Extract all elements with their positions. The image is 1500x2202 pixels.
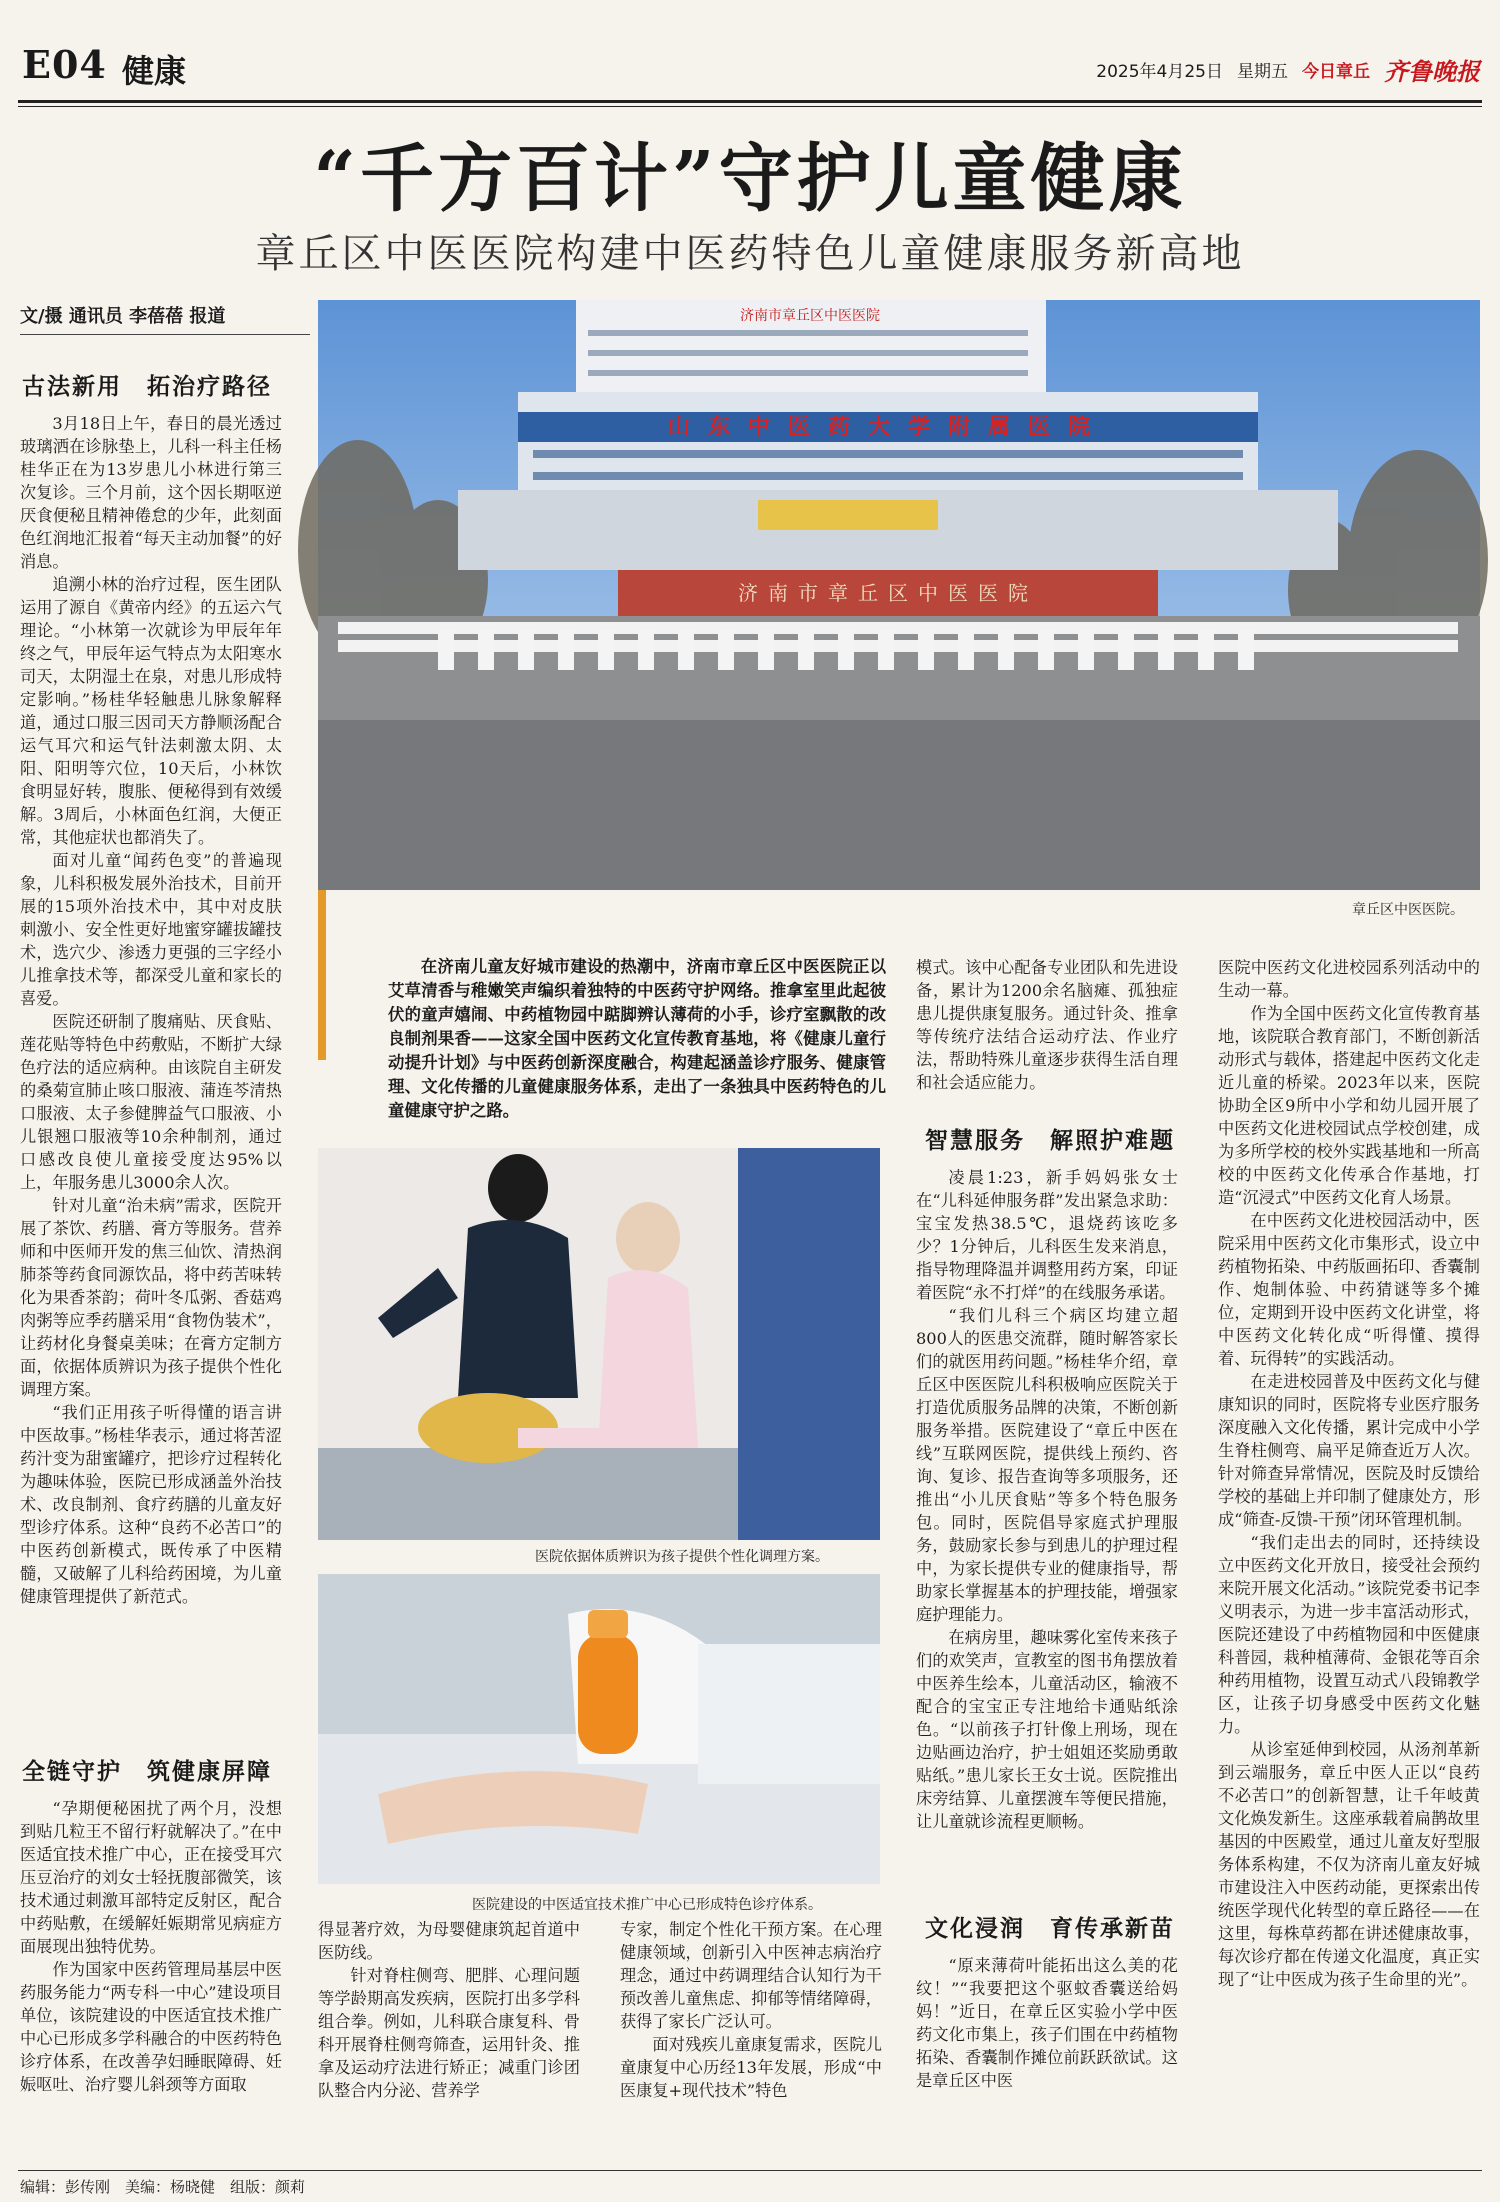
- newspaper-logo: 齐鲁晚报: [1384, 57, 1480, 86]
- paragraph: 得显著疗效，为母婴健康筑起首道中医防线。: [318, 1920, 580, 1962]
- header-rule: [18, 100, 1482, 103]
- accent-bar: [318, 890, 326, 1060]
- section-heading-3: 智慧服务 解照护难题: [925, 1127, 1175, 1154]
- paragraph: 针对脊柱侧弯、肥胖、心理问题等学龄期高发疾病，医院打出多学科组合拳。例如，儿科联合康复科、骨科开展脊柱侧弯筛查，运用针灸、推拿及运动疗法进行矫正；减重门诊团队整合内分泌、营养学: [318, 1966, 580, 2100]
- article-column-4a: [916, 956, 1178, 1092]
- paragraph: 医院还研制了腹痛贴、厌食贴、莲花贴等特色中药敷贴，不断扩大绿色疗法的适应病种。由该院自主研发的桑菊宣肺止咳口服液、蒲连芩清热口服液、太子参健脾益气口服液、小儿银翘口服液等10余种制剂，通过口感改良使儿童接受度达95%以上，年服务患儿3000余人次。: [20, 1012, 282, 1192]
- article-column-1b: [20, 1797, 282, 2167]
- paragraph: 针对儿童“治未病”需求，医院开展了茶饮、药膳、膏方等服务。营养师和中医师开发的焦三仙饮、清热润肺茶等药食同源饮品，将中药苦味转化为果香茶韵；荷叶冬瓜粥、香菇鸡肉粥等应季药膳采用“食物伪装术”，让药材化身餐桌美味；在膏方定制方面，依据体质辨识为孩子提供个性化调理方案。: [20, 1196, 282, 1399]
- section-heading-2: 全链守护 筑健康屏障: [22, 1758, 272, 1785]
- sign-wall: 济南市章丘区中医医院: [738, 581, 1038, 605]
- article-column-1: [20, 412, 282, 1772]
- section-heading-4: 文化浸润 育传承新苗: [925, 1915, 1175, 1942]
- article-column-3: [620, 1918, 882, 2166]
- paragraph: 在走进校园普及中医药文化与健康知识的同时，医院将专业医疗服务深度融入文化传播，累计完成中小学生脊柱侧弯、扁平足筛查近万人次。针对筛查异常情况，医院及时反馈给学校的基础上并印制了健康处方，形成“筛查-反馈-干预”闭环管理机制。: [1218, 1372, 1480, 1529]
- paragraph: “我们正用孩子听得懂的语言讲中医故事。”杨桂华表示，通过将苦涩药汁变为甜蜜罐疗，把诊疗过程转化为趣味体验，医院已形成涵盖外治技术、改良制剂、食疗药膳的儿童友好型诊疗体系。这种“良药不必苦口”的中医药创新模式，既传承了中医精髓，又破解了儿科给药困境，为儿童健康管理提供了新范式。: [20, 1403, 282, 1606]
- article-column-4b: [916, 1954, 1178, 2166]
- paragraph: “我们儿科三个病区均建立超800人的医患交流群，随时解答家长们的就医用药问题。”杨桂华介绍，章丘区中医医院儿科积极响应医院关于打造优质服务品牌的决策，不断创新服务举措。医院建设了“章丘中医在线”互联网医院，提供线上预约、咨询、复诊、报告查询等多项服务，还推出“小儿厌食贴”等多个特色服务包。同时，医院倡导家庭式护理服务，鼓励家长参与到患儿的护理过程中，为家长提供专业的健康指导，帮助家长掌握基本的护理技能，增强家庭护理能力。: [916, 1306, 1178, 1624]
- article-column-2: [318, 1918, 580, 2166]
- paragraph: 追溯小林的治疗过程，医生团队运用了源自《黄帝内经》的五运六气理论。“小林第一次就诊为甲辰年年终之气，甲辰年运气特点为太阳寒水司天，太阴湿土在泉，对患儿形成特定影响。”杨桂华轻触患儿脉象解释道，通过口服三因司天方静顺汤配合运气耳穴和运气针法刺激太阴、太阳、阳明等穴位，10天后，小林饮食明显好转，腹胀、便秘得到有效缓解。3周后，小林面色红润，大便正常，其他症状也都消失了。: [20, 575, 282, 847]
- paragraph: “原来薄荷叶能拓出这么美的花纹！”“我要把这个驱蚊香囊送给妈妈！”近日，在章丘区实验小学中医药文化市集上，孩子们围在中药植物拓染、香囊制作摊位前跃跃欲试。这是章丘区中医: [916, 1956, 1178, 2090]
- paragraph: 作为全国中医药文化宣传教育基地，该院联合教育部门，不断创新活动形式与载体，搭建起中医药文化走近儿童的桥梁。2023年以来，医院协助全区9所中小学和幼儿园开展了中医药文化进校园试点学校创建，成为多所学校的校外实践基地和一所高校的中医药文化传承合作基地，打造“沉浸式”中医药文化育人场景。: [1218, 1004, 1480, 1207]
- paragraph: 医院中医药文化进校园系列活动中的生动一幕。: [1218, 958, 1480, 1000]
- photo3-caption: 医院建设的中医适宜技术推广中心已形成特色诊疗体系。: [472, 1897, 822, 1913]
- issue-date: 2025年4月25日: [1096, 62, 1223, 82]
- paragraph: 模式。该中心配备专业团队和先进设备，累计为1200余名脑瘫、孤独症患儿提供康复服务。通过针灸、推拿等传统疗法结合运动疗法、作业疗法，帮助特殊儿童逐步获得生活自理和社会适应能力。: [916, 958, 1178, 1092]
- headline: “千方百计”守护儿童健康: [313, 136, 1187, 222]
- cupping-therapy-image: [318, 1574, 880, 1884]
- photo-caption: 章丘区中医医院。: [1352, 902, 1464, 918]
- subheadline: 章丘区中医医院构建中医药特色儿童健康服务新高地: [255, 231, 1245, 277]
- edition-name: 今日章丘: [1302, 62, 1370, 82]
- paragraph: “孕期便秘困扰了两个月，没想到贴几粒王不留行籽就解决了。”在中医适宜技术推广中心，正在接受耳穴压豆治疗的刘女士轻抚腹部微笑，该技术通过刺激耳部特定反射区，配合中药贴敷，在缓解妊娠期常见病症方面展现出独特优势。: [20, 1799, 282, 1956]
- paragraph: 面对残疾儿童康复需求，医院儿童康复中心历经13年发展，形成“中医康复+现代技术”特色: [620, 2035, 882, 2100]
- child-foot-bath-image: [318, 1148, 880, 1540]
- article-intro: [388, 955, 886, 1123]
- hospital-building-image: [318, 300, 1480, 890]
- paragraph: 在中医药文化进校园活动中，医院采用中医药文化市集形式，设立中药植物拓染、中药版画拓印、香囊制作、炮制体验、中药猜谜等多个摊位，定期到开设中医药文化讲堂，将中医药文化转化成“听得懂、摸得着、玩得转”的实践活动。: [1218, 1211, 1480, 1368]
- header-rule-thin: [18, 106, 1482, 107]
- therapy-center-photo: [318, 1574, 880, 1884]
- article-column-5: [1218, 956, 1480, 2166]
- paragraph: 凌晨1:23，新手妈妈张女士在“儿科延伸服务群”发出紧急求助：宝宝发热38.5℃，退烧药该吃多少？1分钟后，儿科医生发来消息，指导物理降温并调整用药方案，印证着医院“永不打烊”的在线服务承诺。: [916, 1168, 1178, 1302]
- paragraph: 从诊室延伸到校园，从汤剂革新到云端服务，章丘中医人正以“良药不必苦口”的创新智慧，让千年岐黄文化焕发新生。这座承载着扁鹊故里基因的中医殿堂，通过儿童友好型服务体系构建，不仅为济南儿童友好城市建设注入中医药动能，更探索出传统医学现代化转型的章丘路径——在这里，每株草药都在讲述健康故事，每次诊疗都在传递文化温度，真正实现了“让中医成为孩子生命里的光”。: [1218, 1740, 1480, 1989]
- paragraph: 作为国家中医药管理局基层中医药服务能力“两专科一中心”建设项目单位，该院建设的中医适宜技术推广中心已形成多学科融合的中医药特色诊疗体系，在改善孕妇睡眠障碍、妊娠呕吐、治疗婴儿斜颈等方面取: [20, 1960, 282, 2094]
- weekday: 星期五: [1237, 62, 1288, 82]
- paragraph: “我们走出去的同时，还持续设立中医药文化开放日，接受社会预约来院开展文化活动。”该院党委书记李义明表示，为进一步丰富活动形式，医院还建设了中药植物园和中医健康科普园，栽种植薄荷、金银花等百余种药用植物，设置互动式八段锦教学区，让孩子切身感受中医药文化魅力。: [1218, 1533, 1480, 1736]
- article-column-4: [916, 1166, 1178, 1900]
- paragraph: 专家，制定个性化干预方案。在心理健康领域，创新引入中医神志病治疗理念，通过中药调理结合认知行为干预改善儿童焦虑、抑郁等情绪障碍，获得了家长广泛认可。: [620, 1920, 882, 2031]
- section-name: 健康: [122, 52, 187, 90]
- photo2-caption: 医院依据体质辨识为孩子提供个性化调理方案。: [535, 1549, 829, 1565]
- pediatric-care-photo: [318, 1148, 880, 1540]
- paragraph: 面对儿童“闻药色变”的普遍现象，儿科积极发展外治技术，目前开展的15项外治技术中，其中对皮肤刺激小、安全性更好地蜜穿罐拔罐技术，选穴少、渗透力更强的三字经小儿推拿技术等，都深受儿童和家长的喜爱。: [20, 851, 282, 1008]
- byline: 文/摄 通讯员 李蓓蓓 报道: [20, 302, 310, 335]
- masthead-info: [1096, 52, 1480, 87]
- paragraph: 在病房里，趣味雾化室传来孩子们的欢笑声，宣教室的图书角摆放着中医养生绘本，儿童活动区，输液不配合的宝宝正专注地给卡通贴纸涂色。“以前孩子打针像上刑场，现在边贴画边治疗，护士姐姐还奖励勇敢贴纸。”患儿家长王女士说。医院推出床旁结算、儿童摆渡车等便民措施，让儿童就诊流程更顺畅。: [916, 1628, 1178, 1831]
- editor-credits: 编辑：彭传刚 美编：杨晓健 组版：颜莉: [20, 2178, 306, 2196]
- hospital-photo: [318, 300, 1480, 890]
- sign-top: 济南市章丘区中医医院: [740, 308, 880, 324]
- paragraph: 3月18日上午，春日的晨光透过玻璃洒在诊脉垫上，儿科一科主任杨桂华正在为13岁患儿小林进行第三次复诊。三个月前，这个因长期呕逆厌食便秘且精神倦怠的少年，此刻面色红润地汇报着“每天主动加餐”的好消息。: [20, 414, 282, 571]
- section-heading-1: 古法新用 拓治疗路径: [22, 373, 272, 400]
- page-number: E04: [22, 42, 107, 87]
- sign-main: 山东中医药大学附属医院: [667, 415, 1109, 440]
- footer-rule: [18, 2170, 1482, 2171]
- intro-text: 在济南儿童友好城市建设的热潮中，济南市章丘区中医医院正以艾草清香与稚嫩笑声编织着独特的中医药守护网络。推拿室里此起彼伏的童声嬉闹、中药植物园中踮脚辨认薄荷的小手，诊疗室飘散的改良制剂果香——这家全国中医药文化宣传教育基地，将《健康儿童行动提升计划》与中医药创新深度融合，构建起涵盖诊疗服务、健康管理、文化传播的儿童健康服务体系，走出了一条独具中医药特色的儿童健康守护之路。: [388, 957, 886, 1120]
